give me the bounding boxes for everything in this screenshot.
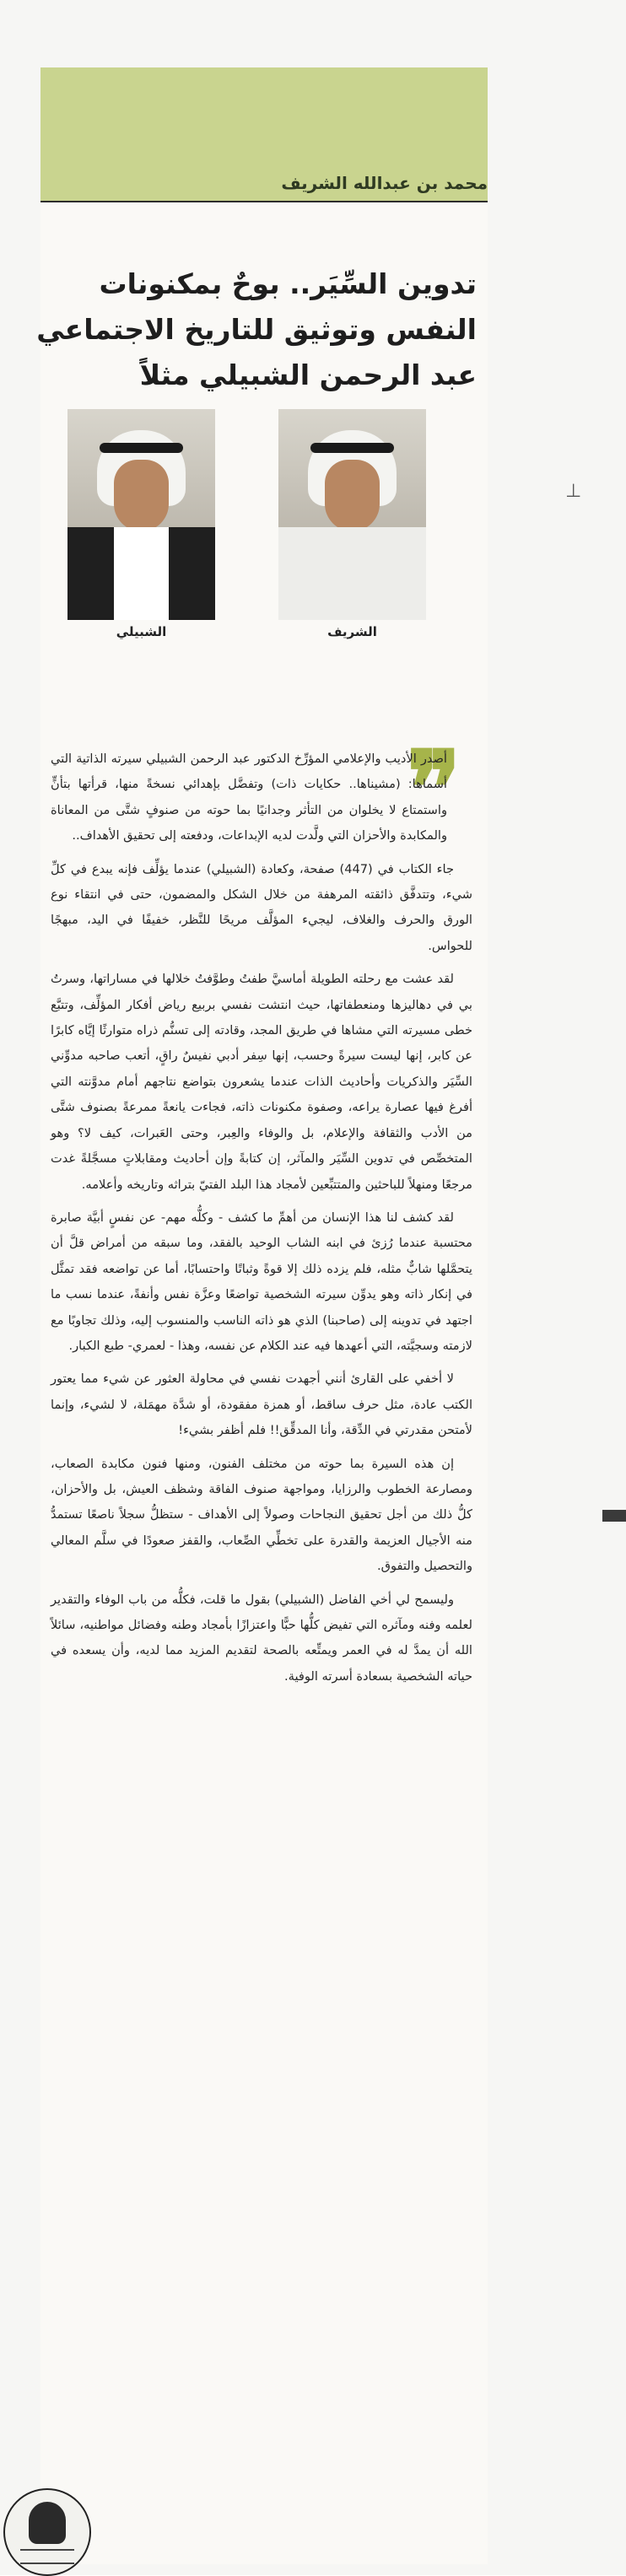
header-rule: [40, 201, 488, 202]
paragraph-4: لقد كشف لنا هذا الإنسان من أهمِّ ما كشف - وكلُّه مهم- عن نفسٍ أبيَّة صابرة محتسبة عندما رُزئ في ابنه الشاب الوحيد بالفقد، وما سبقه من أمراض قلَّ أن يتحمَّلها شابٌّ مثله، فلم يزده ذلك إلا قوةً وثباتًا واحتسابًا، أما عن تواضعه فقد تمثَّل في إنكار ذاته وهو يدوِّن سيرته الشخصية تواضعًا وعزَّة نفس وأنفةً، عندما نسب ما اجتهد في تدوينه إلى (صاحبنا) الذي هو ذاته الناسب والمنسوب إليه، وذلك تجاوبًا مع لازمته وسجيَّته، التي أعهدها فيه عند الكلام عن نفسه، وهذا - لعمري- طبع الكبار.: [51, 1210, 472, 1353]
paragraph-5: لا أخفي على القارئ أنني أجهدت نفسي في محاولة العثور عن شيء مما يعتور الكتب عادة، مثل حرف ساقط، أو همزة مفقودة، أو شدَّة مهمَلة، لا لشيء، وإنما لأمتحن مقدرتي في الدِّقة، وأنا المدقِّق!! فلم أظفر بشيء!: [51, 1372, 472, 1438]
sharif-photo: [278, 409, 426, 620]
shubaili-photo: [67, 409, 215, 620]
headline-line-1: تدوين السِّيَر.. بوحٌ بمكنونات: [99, 267, 477, 301]
headline-line-2: النفس وتوثيق للتاريخ الاجتماعي: [36, 313, 477, 347]
margin-mark-icon: ⊥: [565, 481, 582, 502]
article-body: [51, 729, 472, 1697]
paragraph-7: وليسمح لي أخي الفاضل (الشبيلي) بقول ما قلت، فكلُّه من باب الوفاء والتقدير لعلمه وفنه ومآثره التي تفيض كلُّها حبًّا واعتزازًا بأمجاد وطنه وفضائل مواطنيه، سائلاً الله أن يمدَّ له في العمر ويمتِّعه بالصحة لتقديم المزيد مما لديه، وأن يسعده في حياته الشخصية بسعادة أسرته الوفية.: [51, 1592, 472, 1684]
paragraph-1: أصدر الأديب والإعلامي المؤرِّخ الدكتور عبد الرحمن الشبيلي سيرته الذاتية التي أسماها: (مشيناها.. حكايات ذات) وتفضَّل بإهدائي نسخةً منها، قرأتها بتأنٍّ واستمتاع لا يخلوان من التأثر وجدانيًا بما حوته من صنوفٍ شتَّى من المعاناة والمكابدة والأحزان التي ولَّدت لديه الإبداعات، ودفعته إلى تحقيق الأهداف..: [51, 752, 447, 843]
archive-stamp-logo: [3, 2488, 91, 2576]
headline: [36, 261, 477, 398]
shubaili-caption: الشبيلي: [116, 624, 167, 639]
headline-line-3: عبد الرحمن الشبيلي مثلاً: [139, 358, 477, 392]
edge-mark: [602, 1510, 626, 1522]
paragraph-2: جاء الكتاب في (447) صفحة، وكعادة (الشبيلي) عندما يؤلِّف فإنه يبدع في كلِّ شيء، وتتدفَّق ذائقته المرهفة من خلال الشكل والمضمون، حتى في انتقاء نوع الورق والحرف والغلاف، ليجيء المؤلَّف مريحًا للنَّظر، خفيفًا في اليد، مبهجًا للحواس.: [51, 861, 472, 953]
quote-mark-icon: ❞: [407, 729, 461, 848]
sharif-caption: الشريف: [327, 624, 377, 639]
paragraph-6: إن هذه السيرة بما حوته من مختلف الفنون، ومنها فنون مكابدة الصعاب، ومصارعة الخطوب والرزايا، ومواجهة صنوف الفاقة وشظف العيش، بل والأحزان، كلُّ ذلك من أجل تحقيق النجاحات وصولاً إلى الأهداف - ستظلُّ سجلاً ناصعًا تستمدُّ منه الأجيال العزيمة والقدرة على تخطِّي الصِّعاب، والقفز صعودًا في سلَّم المعالي والتحصيل والتفوق.: [51, 1456, 472, 1574]
paragraph-3: لقد عشت مع رحلته الطويلة أماسيَّ طفتُ وطوَّفتُ خلالها في مساراتها، وسرتُ بي في دهاليزها ومنعطفاتها، حيث انتشت نفسي بربيع رياض أفكار المؤلِّف، وتتبَّع خطى مسيرته التي مشاها في طريق المجد، وقادته إلى تسنُّم ذراه متوارثًا إيَّاه كابرًا عن كابر، إنها ليست سيرةً وحسب، إنها سِفر أدبي نفيسٌ راقٍ، أتعب صاحبه مدوِّني السِّيَر والذكريات وأحاديث الذات عندما يشعرون بتواضع نتاجهم أمام مدوَّنته التي أفرغ فيها عصارة يراعه، وصفوة مكنونات ذاته، فجاءت يانعةً ممرعةً بصنوف شتَّى من الأدب والثقافة والإعلام، بل والوفاء والعِبر، وحتى العَبرات، كيف لا؟ وهو المتخصِّص في تدوين السِّيَر والمآثر، إن كتابةً وإن أحاديث ومقابلاتٍ مسجَّلةً غدت مرجعًا ومنهلاً للباحثين والمتتبِّعين لأمجاد هذا البلد الفتيّ بتراثه وتاريخه وأعلامه.: [51, 972, 472, 1192]
author-name: محمد بن عبدالله الشريف: [281, 173, 488, 193]
